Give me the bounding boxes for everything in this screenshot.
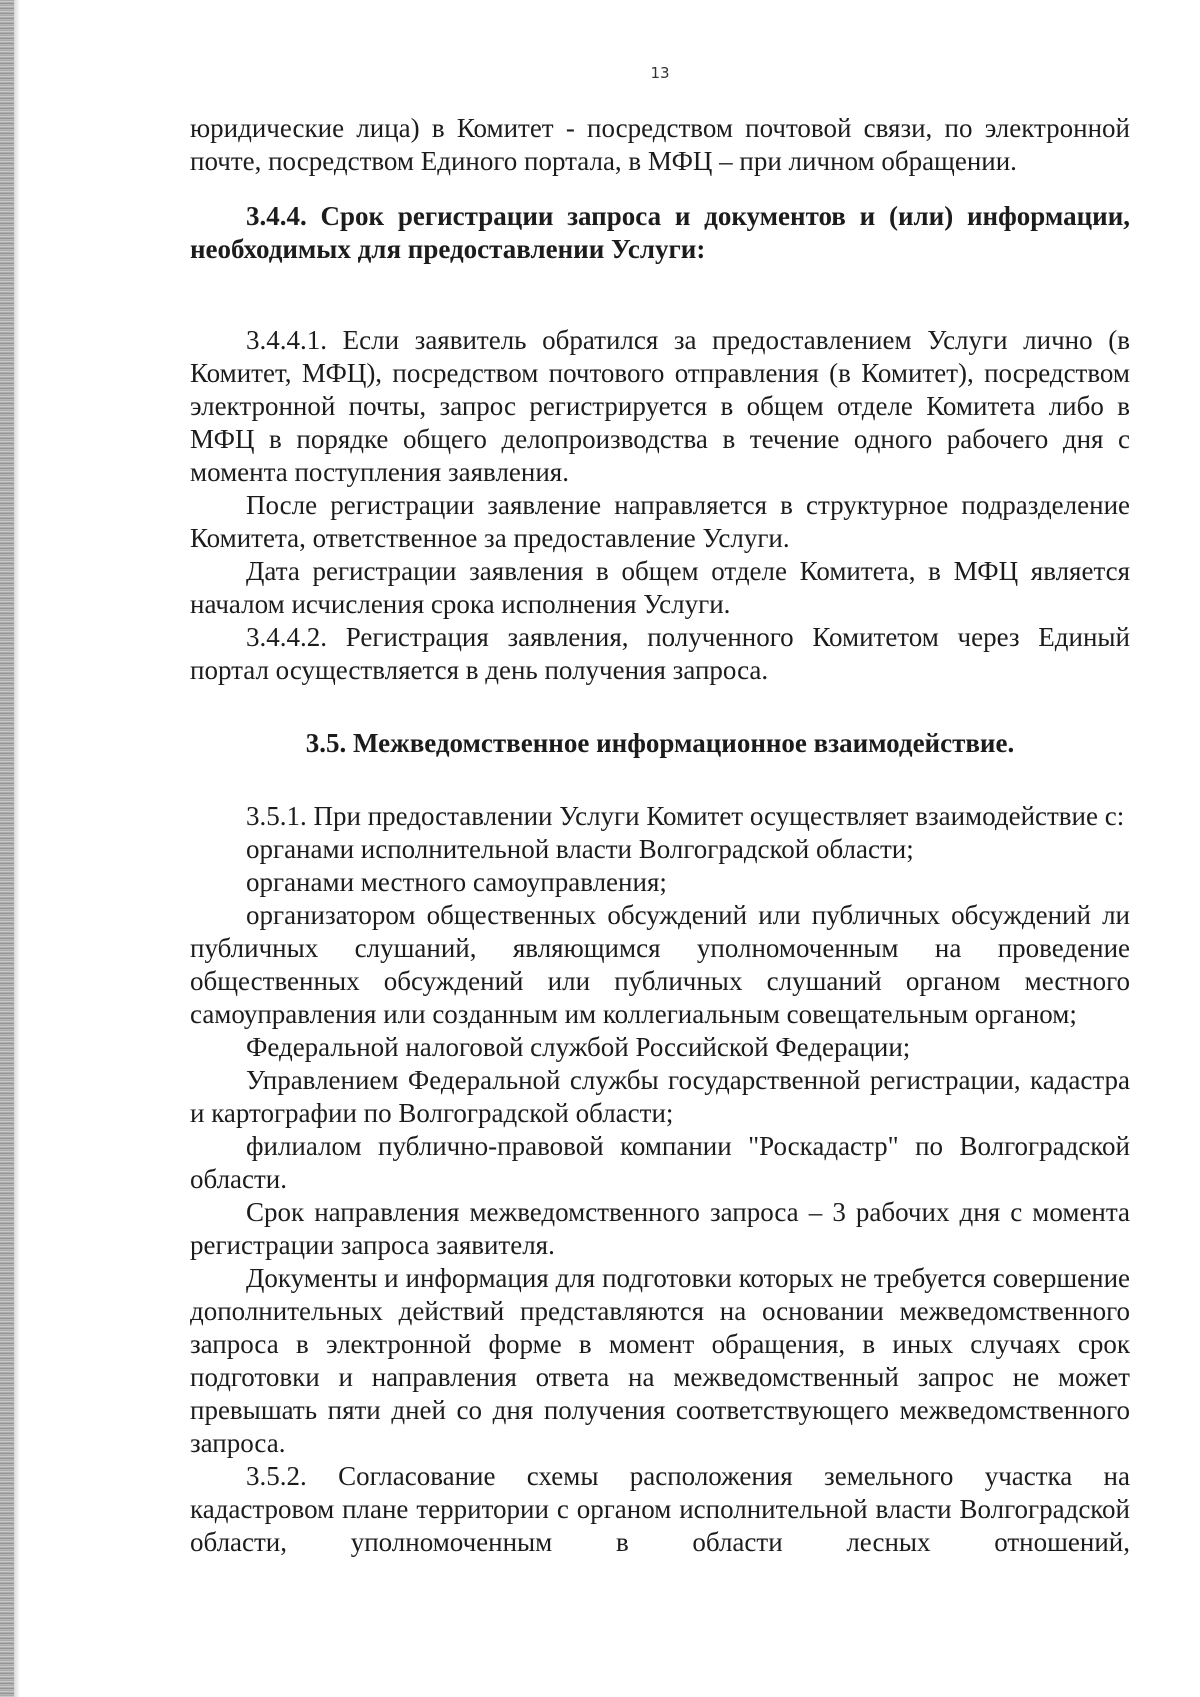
paragraph-request-deadline: Срок направления межведомственного запроса – 3 рабочих дня с момента регистрации запроса заявителя. bbox=[190, 1197, 1130, 1260]
heading-3-4-4: 3.4.4. Срок регистрации запроса и документов и (или) информации, необходимых для предоставлении Услуги: bbox=[190, 201, 1130, 264]
list-item-registration-service: Управлением Федеральной службы государственной регистрации, кадастра и картографии по Волгоградской области; bbox=[190, 1065, 1130, 1128]
page-number: 13 bbox=[650, 64, 670, 82]
paragraph-documents-info: Документы и информация для подготовки которых не требуется совершение дополнительных действий представляются на основании межведомственного запроса в электронной форме в момент обращения, в иных случаях срок подготовки и направления ответа на межведомственный запрос не может превышать пяти дней со дня получения соответствующего межведомственного запроса. bbox=[190, 1263, 1130, 1458]
paragraph-3-4-4-2: 3.4.4.2. Регистрация заявления, полученного Комитетом через Единый портал осуществляется в день получения запроса. bbox=[190, 622, 1130, 685]
paragraph-after-registration: После регистрации заявление направляется в структурное подразделение Комитета, ответственное за предоставление Услуги. bbox=[190, 490, 1130, 553]
paragraph-3-5-1: 3.5.1. При предоставлении Услуги Комитет осуществляет взаимодействие с: bbox=[246, 801, 1125, 831]
list-item-discussion-organizer: организатором общественных обсуждений или публичных обсуждений ли публичных слушаний, являющимся уполномоченным на проведение общественных обсуждений или публичных слушаний органом местного самоуправления или созданным им коллегиальным совещательным органом; bbox=[190, 900, 1130, 1029]
list-item-roskadastr: филиалом публично-правовой компании "Роскадастр" по Волгоградской области. bbox=[190, 1131, 1130, 1194]
document-body bbox=[190, 112, 1130, 1559]
list-item-tax-service: Федеральной налоговой службой Российской Федерации; bbox=[246, 1032, 911, 1062]
paragraph-continuation: юридические лица) в Комитет - посредством почтовой связи, по электронной почте, посредством Единого портала, в МФЦ – при личном обращении. bbox=[190, 113, 1130, 176]
list-item-local-government: органами местного самоуправления; bbox=[246, 867, 667, 897]
heading-3-5: 3.5. Межведомственное информационное взаимодействие. bbox=[305, 728, 1015, 758]
paragraph-registration-date: Дата регистрации заявления в общем отделе Комитета, в МФЦ является началом исчисления срока исполнения Услуги. bbox=[190, 556, 1130, 619]
list-item-executive-authorities: органами исполнительной власти Волгоградской области; bbox=[246, 834, 914, 864]
scan-edge-shadow bbox=[14, 0, 20, 1697]
scan-edge-artifact bbox=[0, 0, 14, 1697]
paragraph-3-5-2: 3.5.2. Согласование схемы расположения земельного участка на кадастровом плане территории с органом исполнительной власти Волгоградской области, уполномоченным в области лесных отношений, bbox=[190, 1461, 1130, 1557]
paragraph-3-4-4-1: 3.4.4.1. Если заявитель обратился за предоставлением Услуги лично (в Комитет, МФЦ), посредством почтового отправления (в Комитет), посредством электронной почты, запрос регистрируется в общем отделе Комитета либо в МФЦ в порядке общего делопроизводства в течение одного рабочего дня с момента поступления заявления. bbox=[190, 325, 1130, 487]
